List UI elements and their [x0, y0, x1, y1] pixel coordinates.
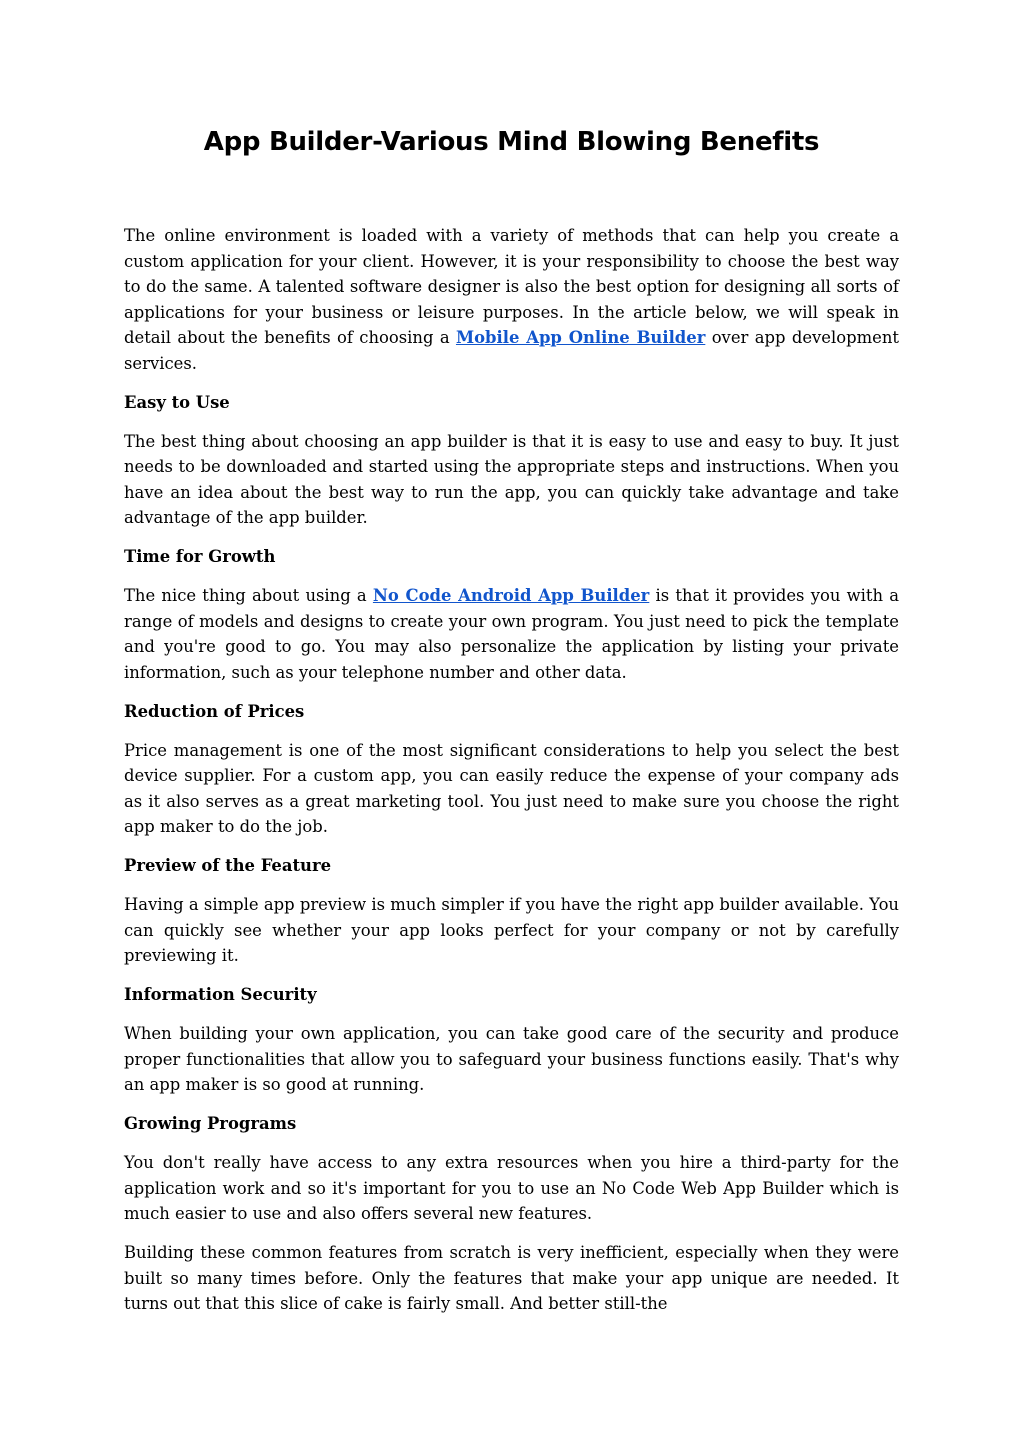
- section-paragraph-easy-to-use: The best thing about choosing an app builder is that it is easy to use and easy to buy. It just needs to be downloaded and started using the appropriate steps and instructions. When you have an idea about the best way to run the app, you can quickly take advantage and take advantage of the app builder.: [124, 431, 899, 527]
- section-paragraph-information-security: When building your own application, you can take good care of the security and produce proper functionalities that allow you to safeguard your business functions easily. That's why an app maker is so good at running.: [124, 1024, 899, 1094]
- growth-text-after-link: is that it provides you with a range of models and designs to create your own program. You just need to pick the template and you're good to go. You may also personalize the application by listing your private information, such as your telephone number and other data.: [124, 586, 899, 682]
- intro-text-after-link: over app development services.: [124, 328, 899, 373]
- page-title: App Builder-Various Mind Blowing Benefits: [203, 127, 820, 157]
- intro-paragraph: [124, 223, 899, 376]
- no-code-android-app-builder-link[interactable]: No Code Android App Builder: [372, 586, 650, 605]
- section-heading-easy-to-use: Easy to Use: [124, 392, 230, 412]
- section-heading-reduction-of-prices: Reduction of Prices: [124, 701, 305, 721]
- growth-text-before-link: The nice thing about using a: [124, 586, 373, 605]
- section-heading-preview-of-the-feature: Preview of the Feature: [124, 856, 332, 875]
- intro-text-before-link: The online environment is loaded with a variety of methods that can help you create a custom application for your client. However, it is your responsibility to choose the best way to do the same. A talented software designer is also the best option for designing all sorts of applications for your business or leisure purposes. In the article below, we will speak in detail about the benefits of choosing a: [124, 226, 899, 347]
- section-paragraph-reduction-of-prices: Price management is one of the most significant considerations to help you select the best device supplier. For a custom app, you can easily reduce the expense of your company ads as it also serves as a great marketing tool. You just need to make sure you choose the right app maker to do the job.: [124, 740, 899, 836]
- section-paragraph-growing-programs: You don't really have access to any extra resources when you hire a third-party for the application work and so it's important for you to use an No Code Web App Builder which is much easier to use and also offers several new features.: [124, 1153, 899, 1223]
- section-paragraph-time-for-growth: [124, 583, 899, 685]
- section-heading-growing-programs: Growing Programs: [124, 1114, 297, 1133]
- section-heading-time-for-growth: Time for Growth: [124, 547, 276, 566]
- section-heading-information-security: Information Security: [124, 985, 317, 1004]
- mobile-app-online-builder-link[interactable]: Mobile App Online Builder: [455, 328, 706, 347]
- section-paragraph-preview-of-the-feature: Having a simple app preview is much simpler if you have the right app builder available. You can quickly see whether your app looks perfect for your company or not by carefully previewing it.: [124, 895, 899, 965]
- section-paragraph-growing-programs-continued: Building these common features from scratch is very inefficient, especially when they were built so many times before. Only the features that make your app unique are needed. It turns out that this slice of cake is fairly small. And better still-the: [124, 1243, 899, 1313]
- article-body: [124, 223, 899, 1317]
